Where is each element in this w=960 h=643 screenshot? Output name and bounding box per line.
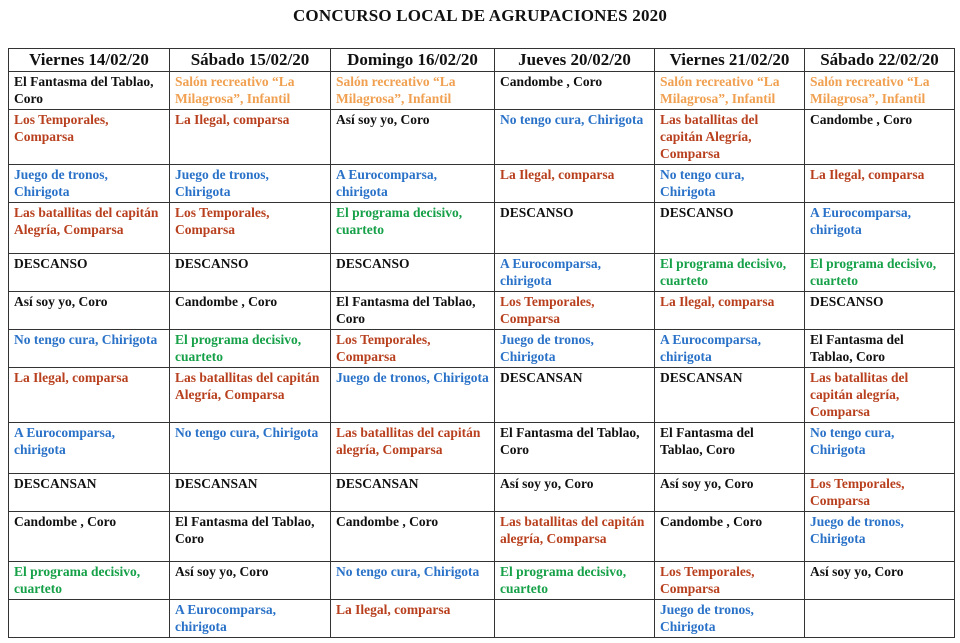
schedule-cell: DESCANSO	[331, 254, 495, 292]
schedule-cell: La Ilegal, comparsa	[495, 165, 655, 203]
schedule-cell: Las batallitas del capitán Alegría, Comparsa	[170, 368, 331, 423]
schedule-cell: Los Temporales, Comparsa	[655, 562, 805, 600]
schedule-cell: Las batallitas del capitán alegría, Comparsa	[331, 423, 495, 474]
schedule-cell: Las batallitas del capitán alegría, Comparsa	[805, 368, 955, 423]
schedule-cell: Salón recreativo “La Milagrosa”, Infantil	[331, 72, 495, 110]
schedule-cell: Así soy yo, Coro	[170, 562, 331, 600]
table-row	[9, 600, 955, 638]
schedule-cell	[9, 600, 170, 638]
table-body	[9, 72, 955, 638]
column-header: Sábado 22/02/20	[805, 49, 955, 72]
schedule-cell: A Eurocomparsa, chirigota	[655, 330, 805, 368]
table-row	[9, 165, 955, 203]
schedule-cell: El programa decisivo, cuarteto	[495, 562, 655, 600]
table-row	[9, 292, 955, 330]
schedule-cell: La Ilegal, comparsa	[655, 292, 805, 330]
schedule-cell: El Fantasma del Tablao, Coro	[655, 423, 805, 474]
schedule-cell: A Eurocomparsa, chirigota	[331, 165, 495, 203]
schedule-cell: DESCANSAN	[655, 368, 805, 423]
schedule-cell: Salón recreativo “La Milagrosa”, Infantil	[805, 72, 955, 110]
schedule-cell	[495, 600, 655, 638]
schedule-cell: La Ilegal, comparsa	[331, 600, 495, 638]
schedule-cell: La Ilegal, comparsa	[805, 165, 955, 203]
schedule-cell: Salón recreativo “La Milagrosa”, Infantil	[655, 72, 805, 110]
schedule-cell: DESCANSO	[805, 292, 955, 330]
table-row	[9, 203, 955, 254]
schedule-table	[8, 48, 955, 638]
schedule-cell: DESCANSO	[9, 254, 170, 292]
schedule-cell: El Fantasma del Tablao, Coro	[331, 292, 495, 330]
schedule-cell: El programa decisivo, cuarteto	[9, 562, 170, 600]
column-header: Sábado 15/02/20	[170, 49, 331, 72]
schedule-cell	[805, 600, 955, 638]
schedule-cell: No tengo cura, Chirigota	[331, 562, 495, 600]
schedule-cell: A Eurocomparsa, chirigota	[495, 254, 655, 292]
schedule-cell: Juego de tronos, Chirigota	[331, 368, 495, 423]
schedule-cell: El programa decisivo, cuarteto	[805, 254, 955, 292]
schedule-cell: Los Temporales, Comparsa	[170, 203, 331, 254]
table-row	[9, 368, 955, 423]
schedule-cell: Así soy yo, Coro	[9, 292, 170, 330]
schedule-cell: Así soy yo, Coro	[331, 110, 495, 165]
table-row	[9, 72, 955, 110]
table-row	[9, 423, 955, 474]
schedule-cell: El Fantasma del Tablao, Coro	[495, 423, 655, 474]
schedule-cell: A Eurocomparsa, chirigota	[9, 423, 170, 474]
schedule-cell: Juego de tronos, Chirigota	[495, 330, 655, 368]
schedule-cell: La Ilegal, comparsa	[9, 368, 170, 423]
table-header-row	[9, 49, 955, 72]
schedule-cell: Juego de tronos, Chirigota	[805, 512, 955, 562]
table-row	[9, 474, 955, 512]
schedule-cell: Las batallitas del capitán alegría, Comparsa	[495, 512, 655, 562]
schedule-cell: DESCANSAN	[331, 474, 495, 512]
schedule-cell: Los Temporales, Comparsa	[495, 292, 655, 330]
table-row	[9, 254, 955, 292]
schedule-cell: Las batallitas del capitán Alegría, Comparsa	[655, 110, 805, 165]
schedule-cell: Los Temporales, Comparsa	[331, 330, 495, 368]
schedule-cell: El Fantasma del Tablao, Coro	[805, 330, 955, 368]
schedule-cell: La Ilegal, comparsa	[170, 110, 331, 165]
schedule-cell: Candombe , Coro	[655, 512, 805, 562]
schedule-cell: DESCANSAN	[495, 368, 655, 423]
schedule-cell: El programa decisivo, cuarteto	[655, 254, 805, 292]
table-row	[9, 512, 955, 562]
schedule-cell: El Fantasma del Tablao, Coro	[9, 72, 170, 110]
schedule-cell: Juego de tronos, Chirigota	[655, 600, 805, 638]
schedule-cell: Así soy yo, Coro	[805, 562, 955, 600]
schedule-cell: El Fantasma del Tablao, Coro	[170, 512, 331, 562]
schedule-cell: DESCANSO	[495, 203, 655, 254]
schedule-cell: Los Temporales, Comparsa	[9, 110, 170, 165]
schedule-cell: No tengo cura, Chirigota	[170, 423, 331, 474]
schedule-cell: Juego de tronos, Chirigota	[170, 165, 331, 203]
schedule-cell: No tengo cura, Chirigota	[655, 165, 805, 203]
schedule-cell: Salón recreativo “La Milagrosa”, Infantil	[170, 72, 331, 110]
schedule-cell: No tengo cura, Chirigota	[9, 330, 170, 368]
schedule-cell: Candombe , Coro	[170, 292, 331, 330]
schedule-cell: Candombe , Coro	[331, 512, 495, 562]
schedule-cell: DESCANSO	[655, 203, 805, 254]
schedule-cell: Candombe , Coro	[805, 110, 955, 165]
schedule-cell: DESCANSAN	[170, 474, 331, 512]
schedule-cell: Así soy yo, Coro	[495, 474, 655, 512]
schedule-cell: Los Temporales, Comparsa	[805, 474, 955, 512]
schedule-cell: No tengo cura, Chirigota	[495, 110, 655, 165]
schedule-cell: El programa decisivo, cuarteto	[331, 203, 495, 254]
schedule-cell: Juego de tronos, Chirigota	[9, 165, 170, 203]
column-header: Viernes 21/02/20	[655, 49, 805, 72]
table-row	[9, 562, 955, 600]
schedule-cell: No tengo cura, Chirigota	[805, 423, 955, 474]
schedule-cell: A Eurocomparsa, chirigota	[170, 600, 331, 638]
schedule-cell: DESCANSAN	[9, 474, 170, 512]
page-title: CONCURSO LOCAL DE AGRUPACIONES 2020	[292, 6, 668, 25]
column-header: Jueves 20/02/20	[495, 49, 655, 72]
schedule-cell: A Eurocomparsa, chirigota	[805, 203, 955, 254]
column-header: Domingo 16/02/20	[331, 49, 495, 72]
table-row	[9, 110, 955, 165]
table-row	[9, 330, 955, 368]
schedule-cell: DESCANSO	[170, 254, 331, 292]
schedule-cell: Así soy yo, Coro	[655, 474, 805, 512]
schedule-cell: Las batallitas del capitán Alegría, Comparsa	[9, 203, 170, 254]
schedule-cell: Candombe , Coro	[495, 72, 655, 110]
schedule-cell: Candombe , Coro	[9, 512, 170, 562]
column-header: Viernes 14/02/20	[9, 49, 170, 72]
schedule-cell: El programa decisivo, cuarteto	[170, 330, 331, 368]
